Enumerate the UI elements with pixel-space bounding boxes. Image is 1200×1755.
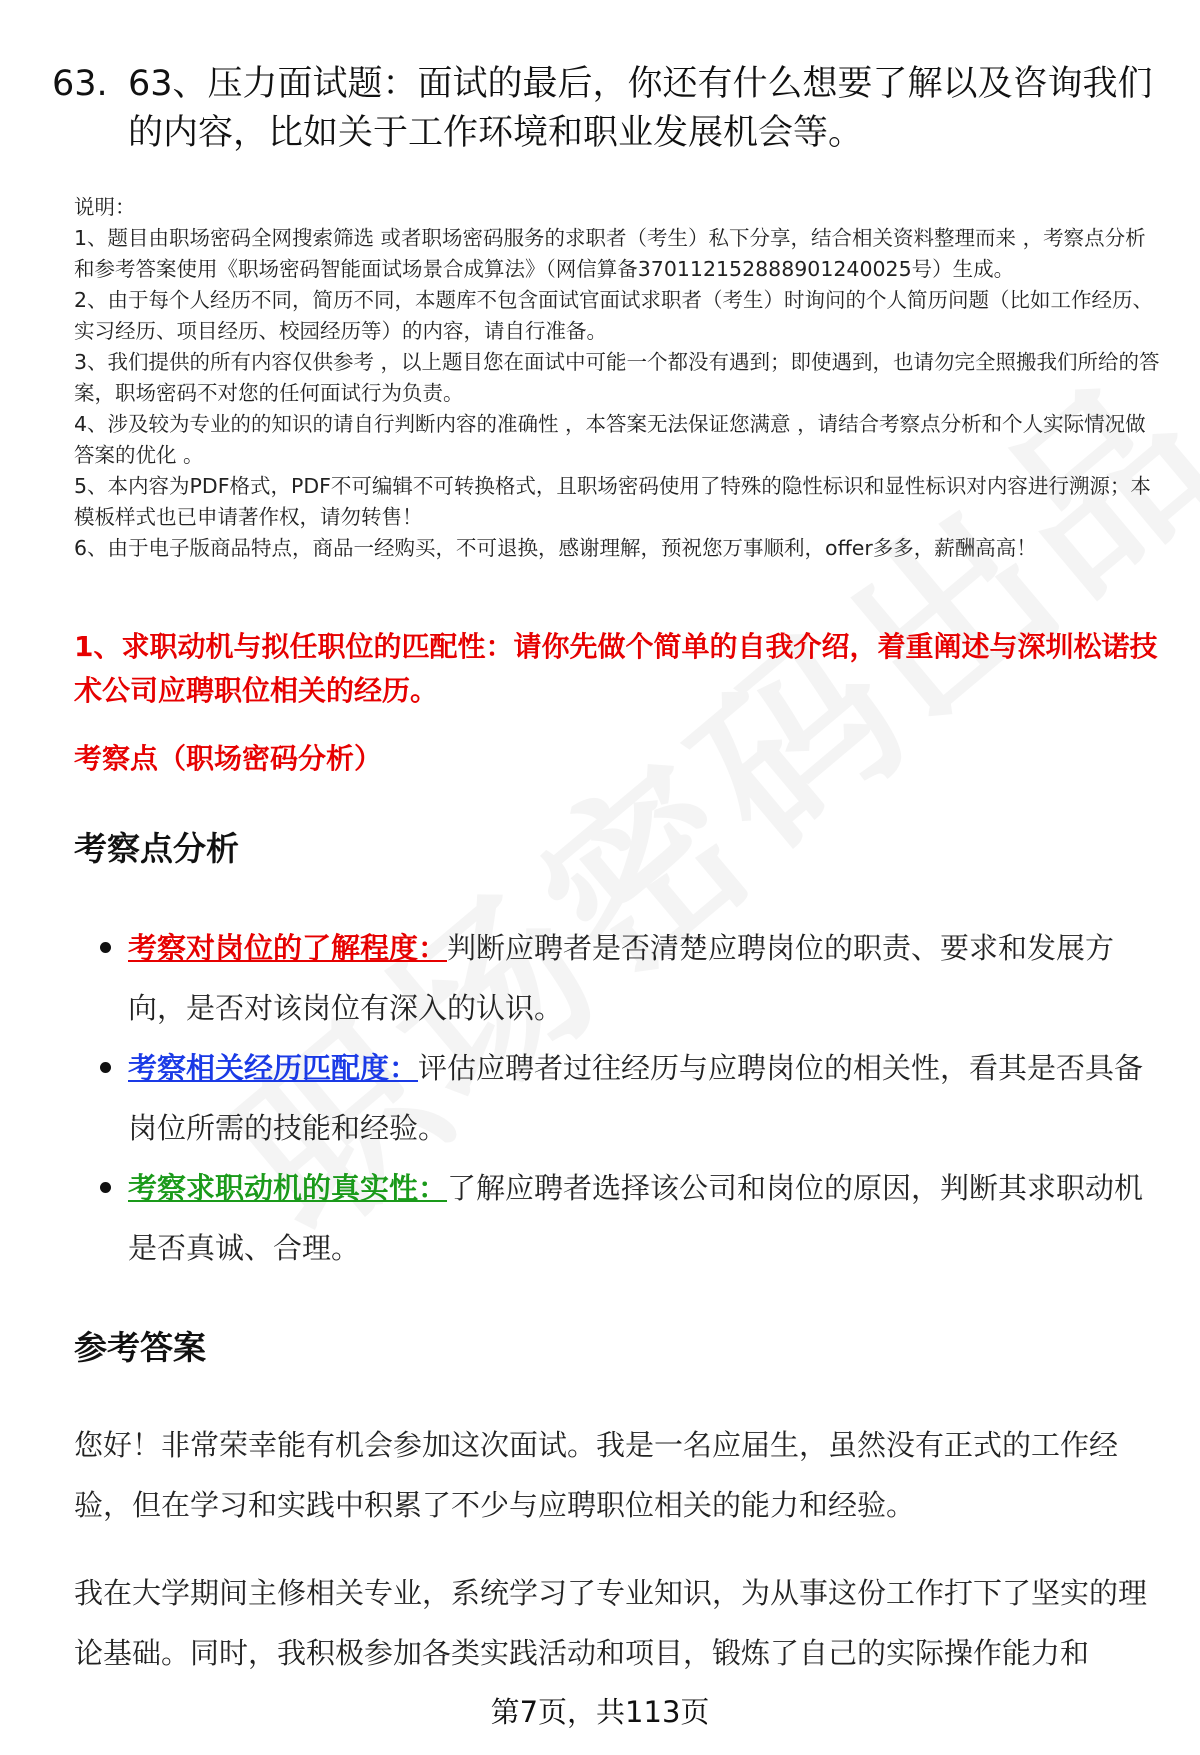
bullet-dot-icon [100, 942, 111, 953]
analysis-item [128, 1158, 1168, 1278]
analysis-text: 评估应聘者过往经历与应聘岗位的相关性，看其是否具备岗位所需的技能和经验。 [128, 1051, 1144, 1145]
analysis-item [128, 918, 1168, 1038]
notes-block [74, 192, 1164, 564]
note-item: 4、涉及较为专业的的知识的请自行判断内容的准确性 ，本答案无法保证您满意 ，请结合考察点分析和个人实际情况做答案的优化 。 [74, 412, 1146, 467]
note-item: 3、我们提供的所有内容仅供参考 ，以上题目您在面试中可能一个都没有遇到；即使遇到，也请勿完全照搬我们所给的答案，职场密码不对您的任何面试行为负责。 [74, 350, 1160, 405]
analysis-key: 考察求职动机的真实性： [128, 1171, 448, 1205]
analysis-item [128, 1038, 1168, 1158]
note-item: 5、本内容为PDF格式，PDF不可编辑不可转换格式，且职场密码使用了特殊的隐性标识和显性标识对内容进行溯源；本模板样式也已申请著作权，请勿转售！ [74, 474, 1151, 529]
analysis-list [128, 918, 1168, 1278]
answer-heading: 参考答案 [74, 1328, 206, 1367]
question-text: 63、压力面试题：面试的最后，你还有什么想要了解以及咨询我们的内容，比如关于工作环境和职业发展机会等。 [128, 64, 1153, 153]
focus-label: 考察点（职场密码分析） [74, 742, 383, 775]
note-item: 6、由于电子版商品特点，商品一经购买，不可退换，感谢理解，预祝您万事顺利，offer多多，薪酬高高！ [74, 536, 1037, 560]
analysis-key: 考察对岗位的了解程度： [128, 931, 448, 965]
interview-question: 1、求职动机与拟任职位的匹配性：请你先做个简单的自我介绍，着重阐述与深圳松诺技术公司应聘职位相关的经历。 [74, 630, 1158, 707]
analysis-key: 考察相关经历匹配度： [128, 1051, 419, 1085]
question-number: 63. [52, 64, 108, 104]
notes-heading: 说明： [74, 195, 136, 219]
note-item: 1、题目由职场密码全网搜索筛选 或者职场密码服务的求职者（考生）私下分享，结合相关资料整理而来 ，考察点分析和参考答案使用《职场密码智能面试场景合成算法》（网信算备370112152888901240025号）生成。 [74, 226, 1146, 281]
bullet-dot-icon [100, 1182, 111, 1193]
answer-paragraph: 我在大学期间主修相关专业，系统学习了专业知识，为从事这份工作打下了坚实的理论基础。同时，我积极参加各类实践活动和项目，锻炼了自己的实际操作能力和 [74, 1576, 1148, 1670]
bullet-dot-icon [100, 1062, 111, 1073]
analysis-heading: 考察点分析 [74, 829, 239, 868]
note-item: 2、由于每个人经历不同，简历不同，本题库不包含面试官面试求职者（考生）时询问的个人简历问题（比如工作经历、实习经历、项目经历、校园经历等）的内容，请自行准备。 [74, 288, 1154, 343]
analysis-text: 了解应聘者选择该公司和岗位的原因，判断其求职动机是否真诚、合理。 [128, 1171, 1144, 1265]
analysis-text: 判断应聘者是否清楚应聘岗位的职责、要求和发展方向，是否对该岗位有深入的认识。 [128, 931, 1115, 1025]
page-footer: 第7页，共113页 [490, 1695, 710, 1729]
question-title [52, 60, 1162, 158]
answer-paragraph: 您好！非常荣幸能有机会参加这次面试。我是一名应届生，虽然没有正式的工作经验，但在学习和实践中积累了不少与应聘职位相关的能力和经验。 [74, 1428, 1119, 1522]
